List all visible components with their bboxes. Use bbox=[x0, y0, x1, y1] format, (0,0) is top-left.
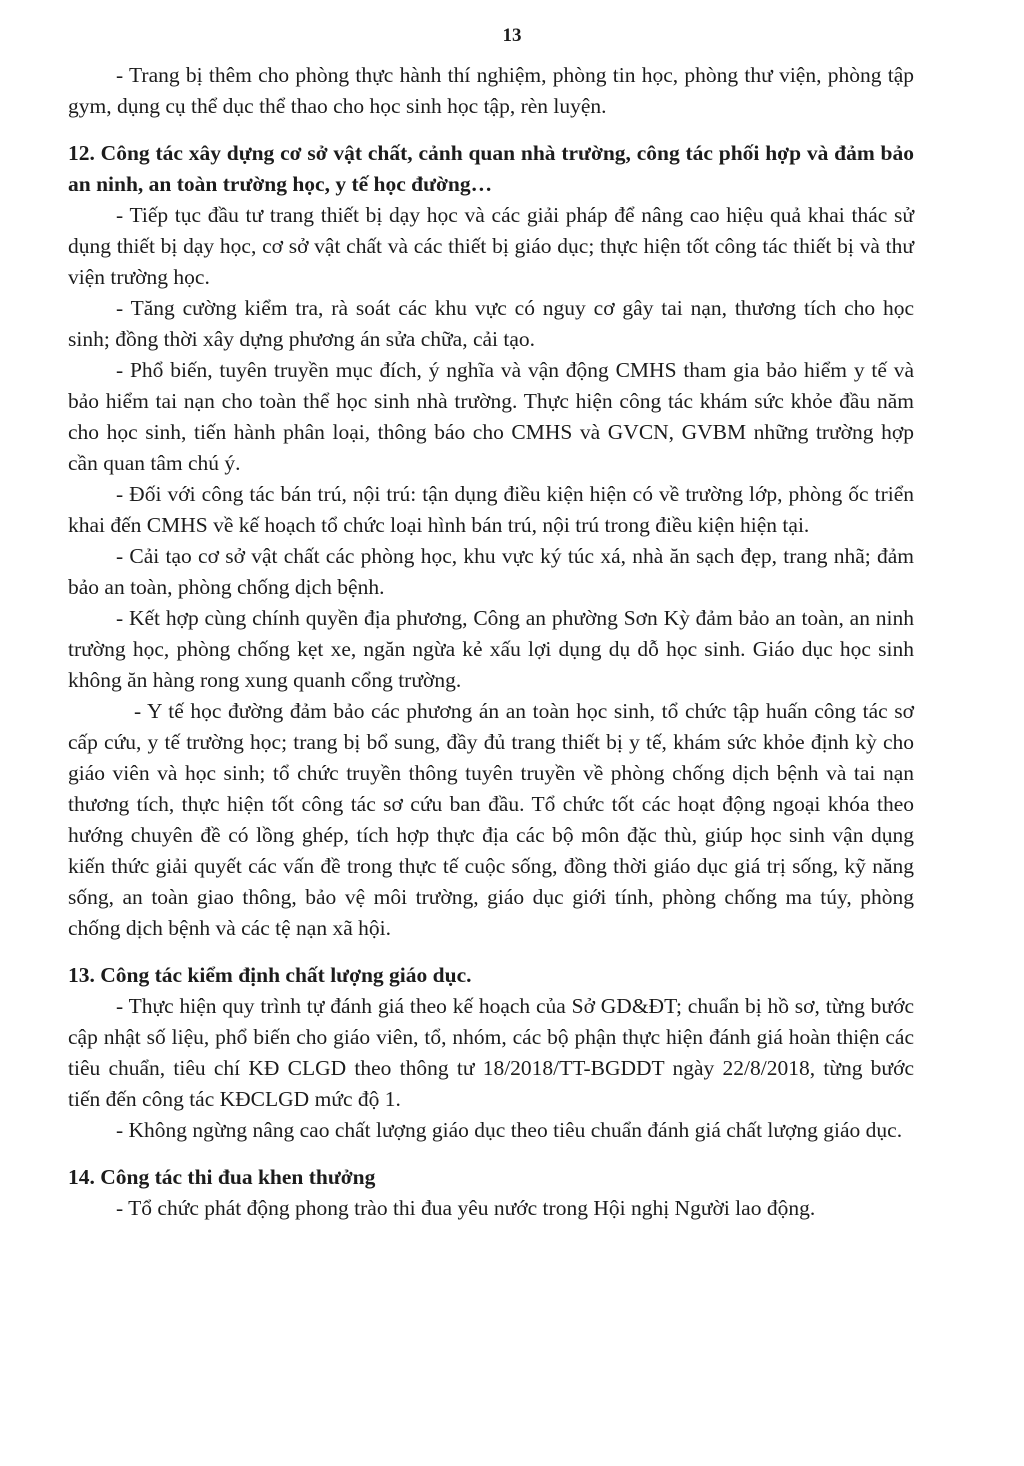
page-number: 13 bbox=[502, 25, 522, 46]
section-12-paragraph-6: - Kết hợp cùng chính quyền địa phương, Công an phường Sơn Kỳ đảm bảo an toàn, an ninh trường học, phòng chống kẹt xe, ngăn ngừa kẻ xấu lợi dụng dụ dỗ học sinh. Giáo dục học sinh không ăn hàng rong xung quanh cổng trường. bbox=[68, 606, 914, 692]
section-13-paragraph-2: - Không ngừng nâng cao chất lượng giáo dục theo tiêu chuẩn đánh giá chất lượng giáo dục. bbox=[116, 1118, 903, 1142]
section-12-heading: 12. Công tác xây dựng cơ sở vật chất, cảnh quan nhà trường, công tác phối hợp và đảm bảo an ninh, an toàn trường học, y tế học đường… bbox=[68, 141, 914, 196]
section-13 bbox=[68, 960, 914, 1146]
section-12-paragraph-3: - Phổ biến, tuyên truyền mục đích, ý nghĩa và vận động CMHS tham gia bảo hiểm y tế và bảo hiểm tai nạn cho toàn thể học sinh nhà trường. Thực hiện công tác khám sức khỏe đầu năm cho học sinh, tiến hành phân loại, thông báo cho CMHS và GVCN, GVBM những trường hợp cần quan tâm chú ý. bbox=[68, 358, 914, 475]
section-12-paragraph-2: - Tăng cường kiểm tra, rà soát các khu vực có nguy cơ gây tai nạn, thương tích cho học sinh; đồng thời xây dựng phương án sửa chữa, cải tạo. bbox=[68, 296, 914, 351]
section-12 bbox=[68, 138, 914, 944]
section-14-paragraph-1: - Tổ chức phát động phong trào thi đua yêu nước trong Hội nghị Người lao động. bbox=[116, 1196, 816, 1220]
section-12-paragraph-7: - Y tế học đường đảm bảo các phương án an toàn học sinh, tổ chức tập huấn công tác sơ cấp cứu, y tế trường học; trang bị bổ sung, đầy đủ trang thiết bị y tế, khám sức khỏe định kỳ cho giáo viên và học sinh; tổ chức truyền thông tuyên truyền về phòng chống dịch bệnh và tai nạn thương tích, thực hiện tốt công tác sơ cứu ban đầu. Tổ chức tốt các hoạt động ngoại khóa theo hướng chuyên đề có lồng ghép, tích hợp thực địa các bộ môn đặc thù, giúp học sinh vận dụng kiến thức giải quyết các vấn đề trong thực tế cuộc sống, đồng thời giáo dục giá trị sống, kỹ năng sống, an toàn giao thông, bảo vệ môi trường, giáo dục giới tính, phòng chống ma túy, phòng chống dịch bệnh và các tệ nạn xã hội. bbox=[68, 699, 914, 940]
section-14-heading: 14. Công tác thi đua khen thưởng bbox=[68, 1165, 376, 1189]
section-13-heading: 13. Công tác kiểm định chất lượng giáo dục. bbox=[68, 963, 472, 987]
section-13-paragraph-1: - Thực hiện quy trình tự đánh giá theo kế hoạch của Sở GD&ĐT; chuẩn bị hồ sơ, từng bước cập nhật số liệu, phổ biến cho giáo viên, tổ, nhóm, các bộ phận thực hiện đánh giá hoàn thiện các tiêu chuẩn, tiêu chí KĐ CLGD theo thông tư 18/2018/TT-BGDDT ngày 22/8/2018, từng bước tiến đến công tác KĐCLGD mức độ 1. bbox=[68, 994, 914, 1111]
section-12-paragraph-1: - Tiếp tục đầu tư trang thiết bị dạy học và các giải pháp để nâng cao hiệu quả khai thác sử dụng thiết bị dạy học, cơ sở vật chất và các thiết bị giáo dục; thực hiện tốt công tác thiết bị và thư viện trường học. bbox=[68, 203, 914, 289]
section-14 bbox=[68, 1162, 914, 1224]
intro-paragraph: - Trang bị thêm cho phòng thực hành thí nghiệm, phòng tin học, phòng thư viện, phòng tập gym, dụng cụ thể dục thể thao cho học sinh học tập, rèn luyện. bbox=[68, 63, 914, 118]
section-12-paragraph-4: - Đối với công tác bán trú, nội trú: tận dụng điều kiện hiện có về trường lớp, phòng ốc triển khai đến CMHS về kế hoạch tổ chức loại hình bán trú, nội trú trong điều kiện hiện tại. bbox=[68, 482, 914, 537]
section-12-paragraph-5: - Cải tạo cơ sở vật chất các phòng học, khu vực ký túc xá, nhà ăn sạch đẹp, trang nhã; đảm bảo an toàn, phòng chống dịch bệnh. bbox=[68, 544, 914, 599]
